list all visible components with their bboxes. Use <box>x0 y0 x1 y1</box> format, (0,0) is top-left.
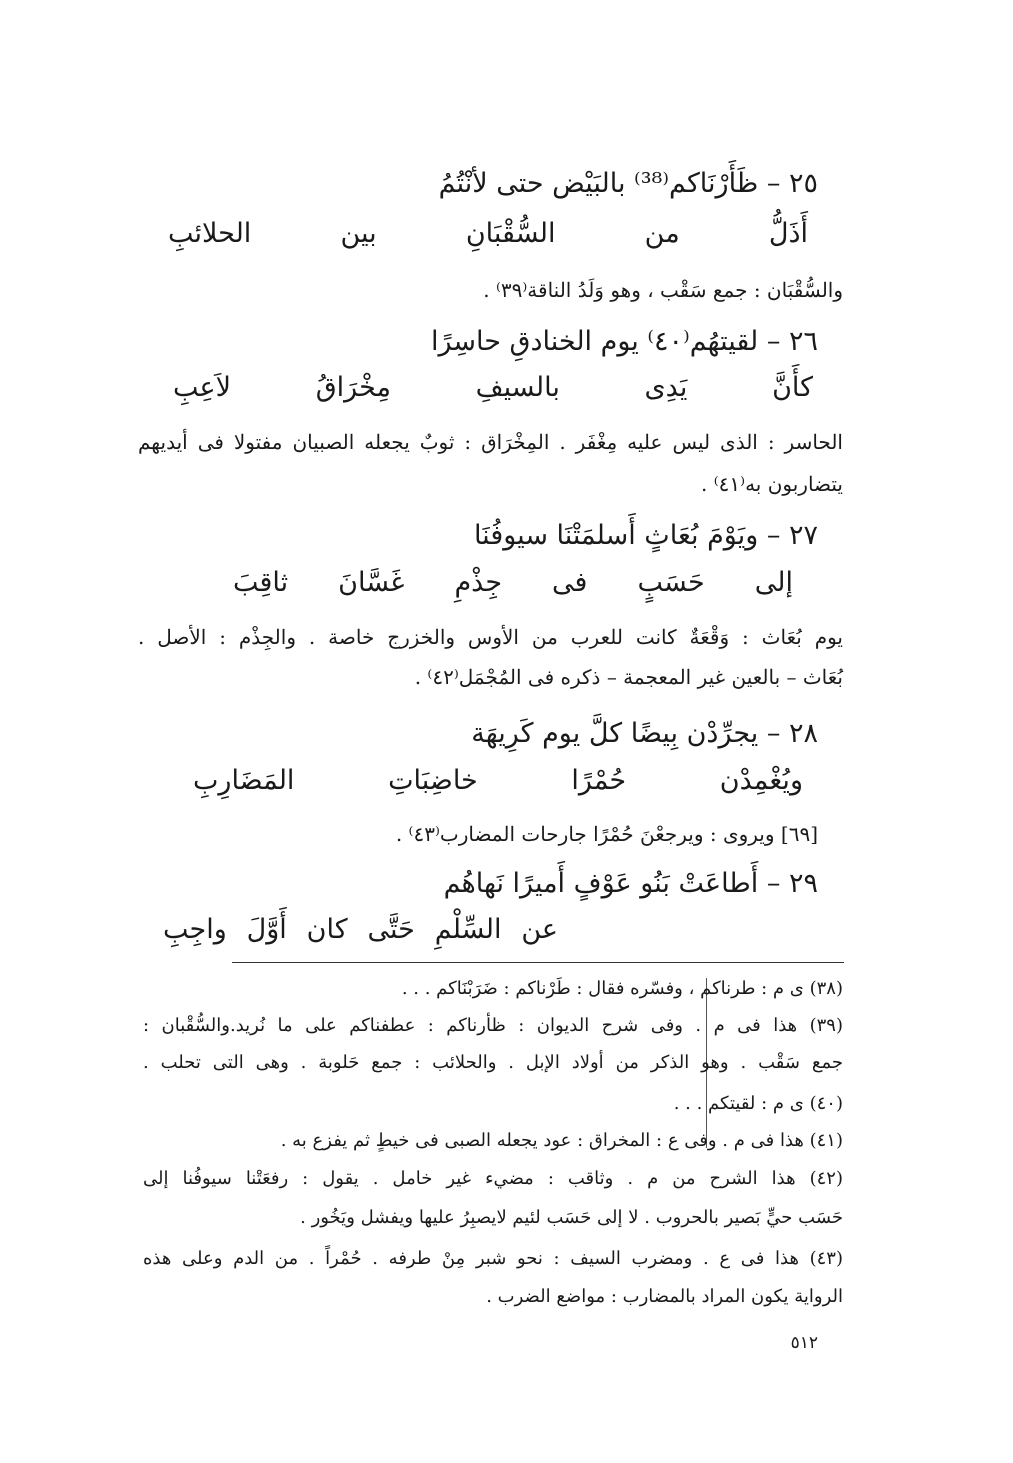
verse-number: ٢٥ – <box>766 168 818 199</box>
verse-text: لقيتهُم⁽٤٠⁾ يوم الخنادقِ حاسِرًا <box>431 326 759 357</box>
verse-29-second: عن السِّلْمِ حَتَّى كان أَوَّلَ واجِبِ <box>163 914 558 945</box>
verse-text: أَطاعَتْ بَنُو عَوْفٍ أَميرًا نَهاهُم <box>443 868 759 899</box>
verse-26-second: كأَنَّ يَدِى بالسيفِ مِخْرَاقُ لاَعِبِ <box>173 372 813 403</box>
page-number: ٥١٢ <box>790 1333 818 1353</box>
verse-27-first <box>474 520 818 551</box>
footnote-42-line1: (٤٢) هذا الشرح من م . وثاقب : مضيء غير خامل . يقول : رفعَتْنا سيوفُنا إلى <box>143 1168 843 1189</box>
gloss-26-line2: يتضاربون به⁽٤١⁾ . <box>701 472 843 496</box>
verse-number: ٢٨ – <box>766 718 818 749</box>
verse-number: ٢٩ – <box>766 868 818 899</box>
verse-text: ظَأَرْنَاكم⁽³⁸⁾ بالبَيْض حتى لأنْتُمُ <box>438 168 759 199</box>
footnote-39-line1: (٣٩) هذا فى م . وفى شرح الديوان : ظأرناكم : عطفناكم على ما نُريد.والسُّقْبان : <box>143 1015 843 1036</box>
verse-number: ٢٧ – <box>766 520 818 551</box>
footnote-39-line2: جمع سَقْب . وهو الذكر من أولاد الإبل . والحلائب : جمع حَلوبة . وهى التى تحلب . <box>143 1052 843 1073</box>
footnote-43-line2: الرواية يكون المراد بالمضارب : مواضع الضرب . <box>486 1286 843 1307</box>
verse-26-first <box>431 326 818 357</box>
verse-text: يجرِّدْن بِيضًا كلَّ يوم كَرِيهَة <box>471 718 759 749</box>
verse-28-second: ويُغْمِدْن حُمْرًا خاضِبَاتِ المَضَارِبِ <box>193 765 803 796</box>
verse-29-first <box>444 868 818 899</box>
gloss-27-line1: يوم بُعَاث : وَقْعَةٌ كانت للعرب من الأوس والخزرج خاصة . والجِذْم : الأصل . <box>138 625 843 649</box>
verse-28-first <box>471 718 818 749</box>
footnote-separator <box>232 962 844 963</box>
gloss-27-line2: بُعَاث – بالعين غير المعجمة – ذكره فى المُجْمَل⁽٤٢⁾ . <box>414 665 843 689</box>
verse-25-second: أَذَلُّ من السُّقْبَانِ بين الحلائبِ <box>168 218 808 249</box>
footnote-41: (٤١) هذا فى م . وفى ع : المخراق : عود يجعله الصبى فى خيطٍ ثم يفزع به . <box>280 1130 843 1151</box>
gloss-26-line1: الحاسر : الذى ليس عليه مِغْفَر . المِخْرَاق : ثوبٌ يجعله الصبيان مفتولا فى أيديهم <box>138 430 843 454</box>
footnote-42-line2: حَسَب حيٍّ بَصير بالحروب . لا إلى حَسَب لئيم لايصبِرُ عليها ويفشل ويَخُور . <box>300 1207 843 1228</box>
verse-text: ويَوْمَ بُعَاثٍ أَسلمَتْنَا سيوفُنَا <box>473 520 759 551</box>
verse-25-first <box>439 168 818 199</box>
verse-number: ٢٦ – <box>766 326 818 357</box>
gloss-28: [٦٩] ويروى : ويرجعْنَ حُمْرًا جارحات المضارب⁽٤٣⁾ . <box>395 822 818 846</box>
footnote-43-line1: (٤٣) هذا فى ع . ومضرب السيف : نحو شبر مِنْ طرفه . حُمْراً . من الدم وعلى هذه <box>143 1248 843 1269</box>
verse-27-second: إلى حَسَبٍ فى جِذْمِ غَسَّانَ ثاقِبَ <box>233 567 793 598</box>
footnote-40: (٤٠) ى م : لقيتكم . . . <box>673 1093 843 1114</box>
gloss-25: والسُّقْبَان : جمع سَقْب ، وهو وَلَدُ الناقة⁽٣٩⁾ . <box>483 278 843 302</box>
footnote-38: (٣٨) ى م : طرناكم ، وفسّره فقال : طَرْناكم : ضَرَبْنَاكم . . . <box>401 978 843 999</box>
